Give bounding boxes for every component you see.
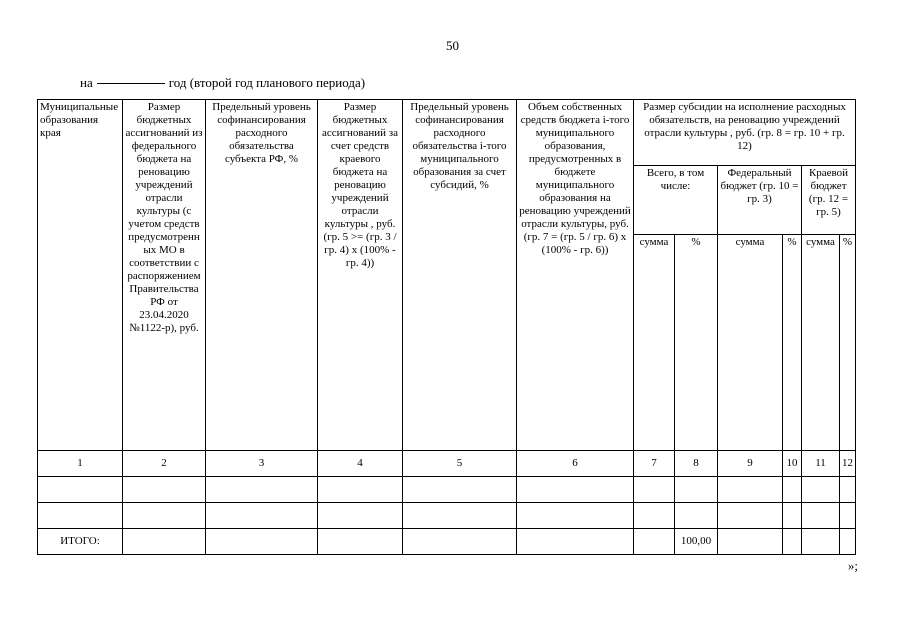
heading-suffix: год (второй год планового периода) (168, 75, 366, 90)
table-cell (38, 477, 123, 503)
header-regional-budget: Краевой бюджет (гр. 12 = гр. 5) (802, 166, 856, 235)
header-regional-sum: сумма (802, 235, 840, 451)
header-total: Всего, в том числе: (634, 166, 718, 235)
header-total-sum: сумма (634, 235, 675, 451)
table-cell (517, 529, 634, 555)
table-cell (675, 503, 718, 529)
page-number: 50 (446, 38, 459, 53)
total-row (38, 529, 856, 555)
column-number: 10 (783, 451, 802, 477)
table-cell (206, 529, 318, 555)
table-cell (840, 503, 856, 529)
column-number: 6 (517, 451, 634, 477)
total-percent-value: 100,00 (675, 529, 718, 555)
header-own-funds: Объем собственных средств бюджета i-того муниципального образования, предусмотренных в бюджете муниципального образования на реновацию учреждений отрасли культуры, руб. (гр. 7 = (гр. 5 / гр. 6) х (100% - гр. 6)) (517, 100, 634, 451)
column-number: 11 (802, 451, 840, 477)
table-cell (802, 529, 840, 555)
column-number: 8 (675, 451, 718, 477)
table-cell (38, 503, 123, 529)
table-cell (318, 477, 403, 503)
table-cell (403, 503, 517, 529)
total-label: ИТОГО: (38, 529, 123, 555)
table-cell (634, 503, 675, 529)
table-row (38, 477, 856, 503)
table-cell (675, 477, 718, 503)
table-cell (634, 477, 675, 503)
header-federal-sum: сумма (718, 235, 783, 451)
column-number: 3 (206, 451, 318, 477)
column-number: 12 (840, 451, 856, 477)
year-blank (97, 83, 165, 84)
table-cell (123, 529, 206, 555)
table-cell (206, 503, 318, 529)
column-number: 7 (634, 451, 675, 477)
table-cell (517, 503, 634, 529)
table-cell (403, 477, 517, 503)
column-number-row (38, 451, 856, 477)
column-number: 4 (318, 451, 403, 477)
table-cell (634, 529, 675, 555)
header-federal-pct: % (783, 235, 802, 451)
table-cell (718, 529, 783, 555)
header-municipalities: Муниципальные образования края (38, 100, 123, 451)
header-subsidy-group: Размер субсидии на исполнение расходных обязательств, на реновацию учреждений отрасли культуры , руб. (гр. 8 = гр. 10 + гр. 12) (634, 100, 856, 166)
header-cofinancing-municipal: Предельный уровень софинансирования расходного обязательства i-того муниципального образования за счет субсидий, % (403, 100, 517, 451)
table-cell (123, 503, 206, 529)
closing-quote: »; (847, 558, 858, 573)
heading-prefix: на (80, 75, 93, 90)
table-cell (783, 477, 802, 503)
header-regional-pct: % (840, 235, 856, 451)
table-cell (318, 529, 403, 555)
period-heading (80, 75, 365, 91)
header-cofinancing-subject: Предельный уровень софинансирования расходного обязательства субъекта РФ, % (206, 100, 318, 451)
column-number: 1 (38, 451, 123, 477)
table-cell (783, 503, 802, 529)
column-number: 5 (403, 451, 517, 477)
table-cell (403, 529, 517, 555)
header-regional-allocations: Размер бюджетных ассигнований за счет средств краевого бюджета на реновацию учреждений отрасли культуры , руб. (гр. 5 >= (гр. 3 / гр. 4) х (100% - гр. 4)) (318, 100, 403, 451)
table-row (38, 503, 856, 529)
table-cell (802, 503, 840, 529)
column-number: 2 (123, 451, 206, 477)
header-federal-allocations: Размер бюджетных ассигнований из федерального бюджета на реновацию учреждений отрасли культуры (с учетом средств предусмотренных МО в соответствии с распоряжением Правительства РФ от 23.04.2020 №1122-р), руб. (123, 100, 206, 451)
column-number: 9 (718, 451, 783, 477)
header-total-pct: % (675, 235, 718, 451)
table-cell (840, 477, 856, 503)
table-cell (783, 529, 802, 555)
table-cell (206, 477, 318, 503)
header-federal-budget: Федеральный бюджет (гр. 10 = гр. 3) (718, 166, 802, 235)
table-cell (840, 529, 856, 555)
table-cell (718, 503, 783, 529)
table-cell (123, 477, 206, 503)
table-cell (802, 477, 840, 503)
table-cell (718, 477, 783, 503)
table-cell (517, 477, 634, 503)
subsidy-table (37, 99, 856, 555)
table-cell (318, 503, 403, 529)
